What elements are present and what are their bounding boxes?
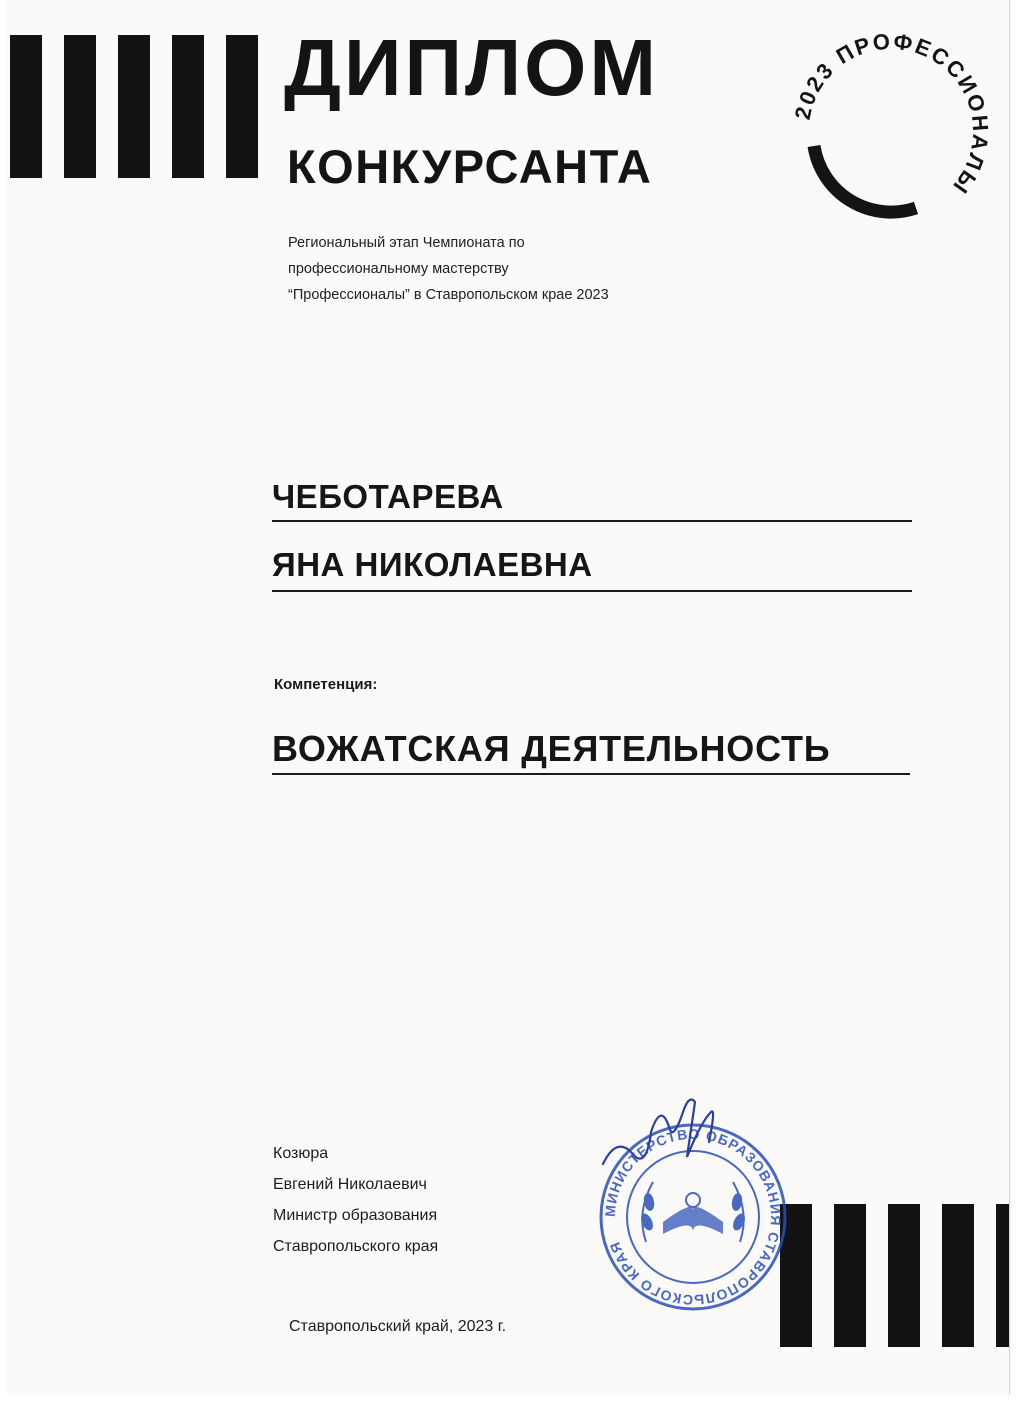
competence-value: ВОЖАТСКАЯ ДЕЯТЕЛЬНОСТЬ (272, 731, 910, 775)
signer-block (273, 1138, 438, 1262)
stripe (996, 1204, 1010, 1347)
stripe (888, 1204, 920, 1347)
signer-surname: Козюра (273, 1145, 329, 1162)
professionals-2023-logo (786, 26, 996, 236)
signer-region: Ставропольского края (273, 1238, 439, 1255)
event-description (288, 230, 609, 308)
stripe (942, 1204, 974, 1347)
stripe (10, 35, 42, 178)
stripe (172, 35, 204, 178)
signer-position: Министр образования (273, 1207, 438, 1224)
diploma-page (6, 0, 1010, 1395)
event-line-1: Региональный этап Чемпионата по (288, 235, 525, 251)
diploma-subtitle: КОНКУРСАНТА (287, 140, 653, 193)
diploma-title: ДИПЛОМ (284, 23, 659, 112)
recipient-given-names: ЯНА НИКОЛАЕВНА (272, 548, 912, 592)
stripe (64, 35, 96, 178)
signer-name: Евгений Николаевич (273, 1176, 427, 1193)
recipient-surname: ЧЕБОТАРЕВА (272, 480, 912, 522)
stripe (118, 35, 150, 178)
logo-ring-text: 2023 ПРОФЕССИОНАЛЫ (789, 28, 994, 200)
place-date: Ставропольский край, 2023 г. (289, 1318, 507, 1335)
official-stamp (591, 1082, 791, 1312)
stamp-ring-text: МИНИСТЕРСТВО ОБРАЗОВАНИЯ СТАВРОПОЛЬСКОГО КРАЯ (601, 1125, 785, 1309)
event-line-3: “Профессионалы” в Ставропольском крае 2023 (288, 287, 609, 303)
competence-label: Компетенция: (274, 676, 378, 693)
event-line-2: профессиональному мастерству (288, 261, 509, 277)
stripe (226, 35, 258, 178)
stripe (834, 1204, 866, 1347)
